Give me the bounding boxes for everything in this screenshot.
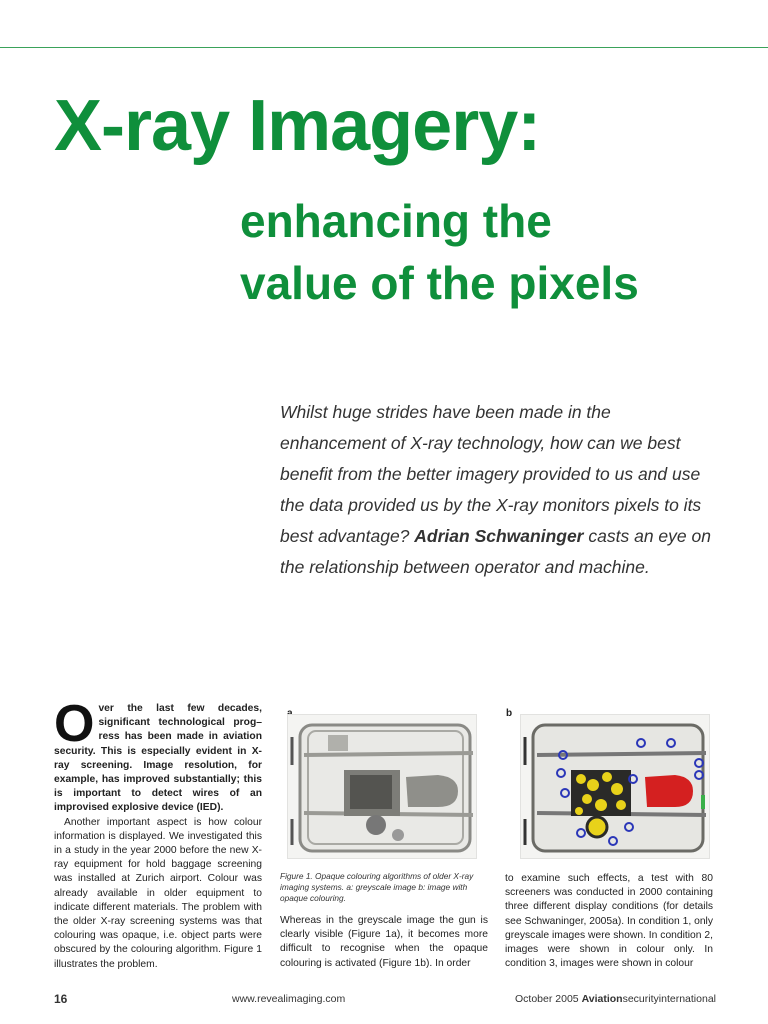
page-number: 16 [54, 992, 68, 1006]
xray-image-colour [520, 714, 710, 859]
subtitle-line-2: value of the pixels [240, 257, 639, 309]
body-paragraph: Another important aspect is how colour information is displayed. We investigated this in a study in the year 2000 before the new X-ray equipment for hold baggage screening was installed at Zurich airport. Colour was already available in older equipment to indicate different materials. The problem with the older X-ray screening systems was that colouring was opaque, i.e. object parts were obscured by the colouring algorithm. Figure 1 illustrates the problem. [54, 816, 262, 970]
figure-caption: Figure 1. Opaque colouring algorithms of older X-ray imaging systems. a: greyscale image b: image with opaque colouring. [280, 871, 474, 903]
footer-website: www.revealimaging.com [232, 993, 346, 1005]
lead-paragraph: ver the last few decades, significant technological prog– ress has been made in aviation security. This is especially evident in X-ray screening. Image resolution, for example, has improved substantially; this is important to detect wires of an improvised explosive device (IED). [54, 703, 262, 814]
top-rule [0, 47, 768, 48]
body-paragraph: to examine such effects, a test with 80 screeners was conducted in 2000 containing three different display conditions (for details see Schwaninger, 2005a). In condition 1, only greyscale images were shown. In condition 2, images were shown in colour only. In condition 3, images were shown in colour [505, 873, 713, 970]
greyscale-xray-svg [288, 715, 478, 860]
xray-image-greyscale [287, 714, 477, 859]
body-column-1 [54, 695, 262, 972]
standfirst-text: Whilst huge strides have been made in the enhancement of X-ray technology, how can we best benefit from the better imagery provided to us and use the data provided us by the X-ray monitors pixels to its best advantage? [280, 402, 702, 546]
standfirst [280, 397, 720, 583]
issue-date: October 2005 [515, 993, 579, 1005]
body-column-3 [505, 872, 713, 971]
magazine-name-international: international [658, 993, 716, 1005]
author-name: Adrian Schwaninger [414, 526, 584, 546]
drop-cap: O [54, 695, 95, 753]
colour-xray-svg [521, 715, 711, 860]
magazine-name-aviation: Aviation [581, 993, 623, 1005]
body-column-2 [280, 914, 488, 971]
standfirst-text-end: casts an eye on the relationship between operator and machine. [280, 526, 711, 577]
article-subtitle [240, 190, 639, 314]
footer-issue [515, 993, 716, 1005]
body-paragraph: Whereas in the greyscale image the gun is clearly visible (Figure 1a), it becomes more difficult to recognise when the opaque colouring is activated (Figure 1b). In order [280, 915, 488, 969]
magazine-name-security: security [622, 993, 659, 1005]
subtitle-line-1: enhancing the [240, 195, 552, 247]
article-title: X-ray Imagery: [54, 86, 541, 166]
figure-label-b: b [506, 708, 513, 719]
